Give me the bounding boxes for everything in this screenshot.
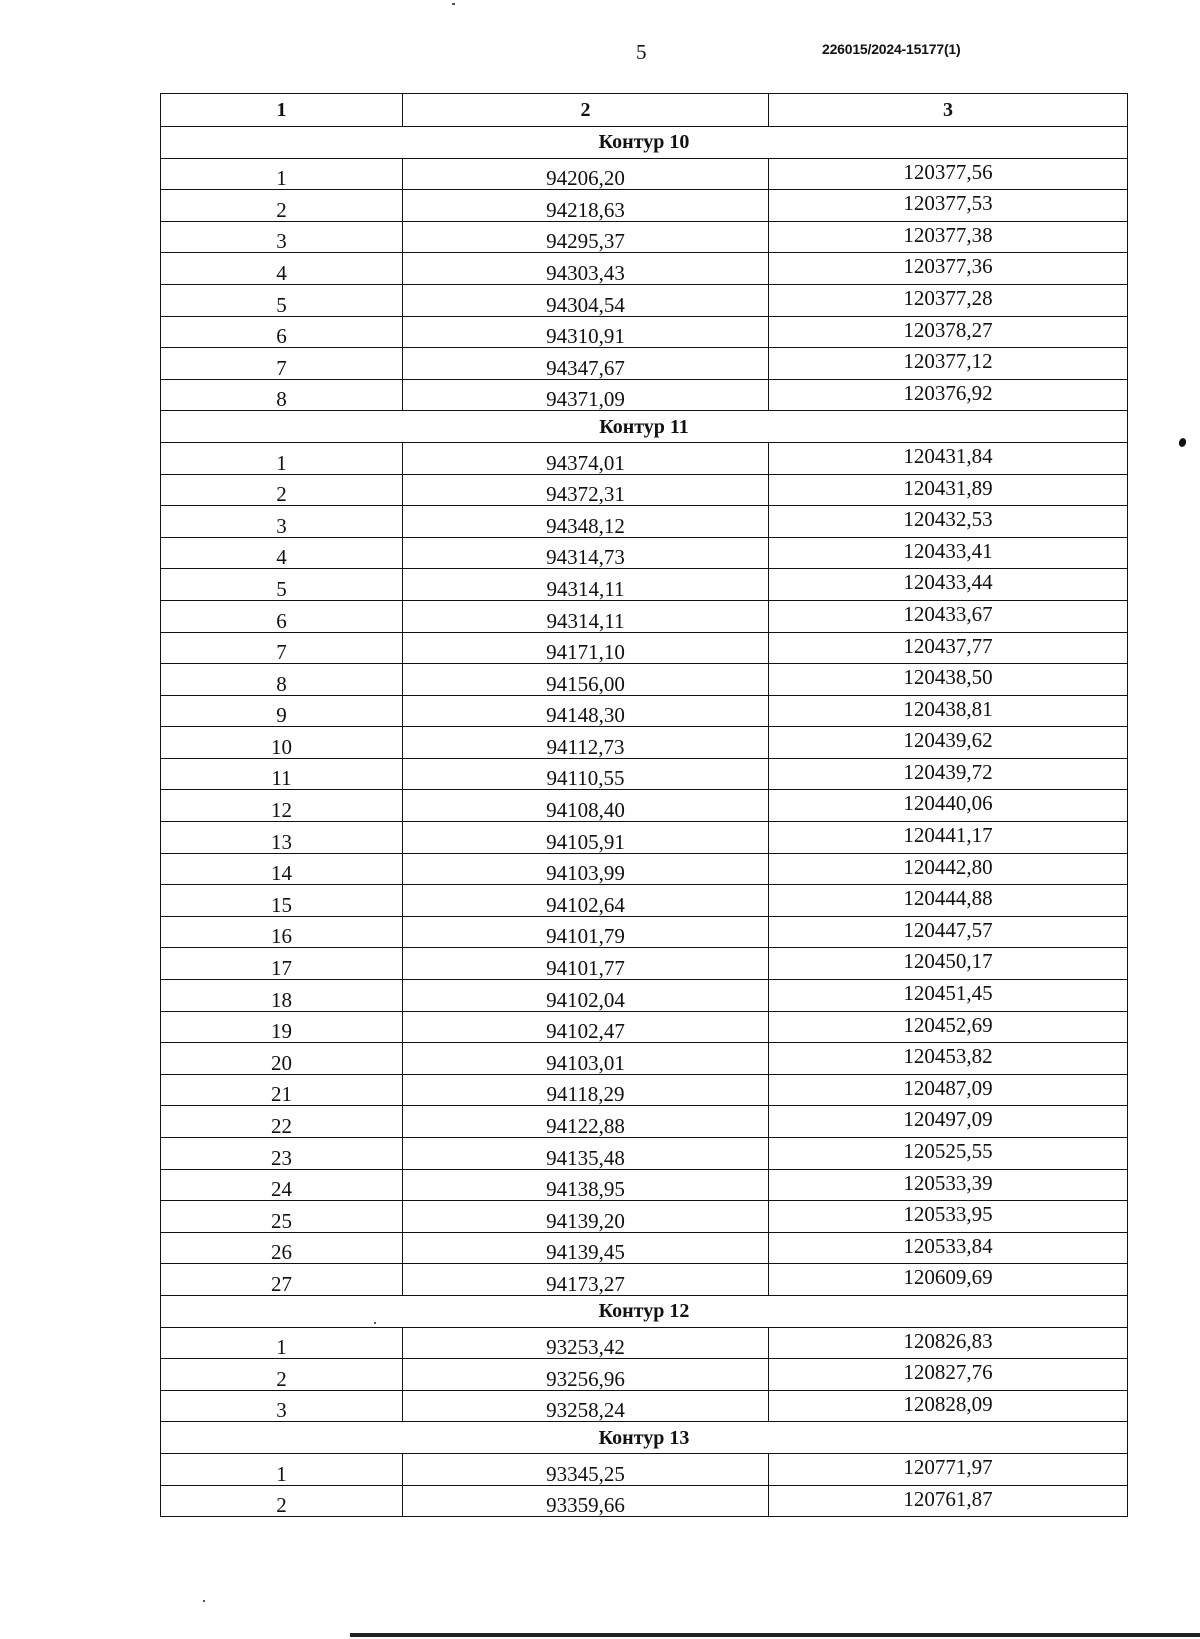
table-row	[161, 1232, 1128, 1264]
coordinate-x: 93345,25	[403, 1453, 769, 1485]
coordinate-y: 120487,09	[769, 1074, 1128, 1106]
coordinate-y: 120377,12	[769, 348, 1128, 380]
coordinate-x: 94173,27	[403, 1264, 769, 1296]
coordinate-x: 93359,66	[403, 1485, 769, 1517]
coordinate-y: 120525,55	[769, 1138, 1128, 1170]
page-number: 5	[636, 40, 647, 64]
coordinate-y: 120440,06	[769, 790, 1128, 822]
table-header-row	[161, 94, 1128, 127]
coordinate-y: 120438,81	[769, 695, 1128, 727]
coordinate-x: 94372,31	[403, 474, 769, 506]
point-number: 13	[161, 822, 403, 854]
point-number: 22	[161, 1106, 403, 1138]
document-id: 226015/2024-15177(1)	[822, 41, 961, 57]
point-number: 2	[161, 1359, 403, 1391]
table-row	[161, 316, 1128, 348]
table-body	[161, 127, 1128, 1517]
margin-ink-mark	[1178, 437, 1188, 448]
coordinates-table	[160, 93, 1128, 1517]
table-row	[161, 569, 1128, 601]
column-header: 1	[161, 94, 403, 127]
coordinate-y: 120497,09	[769, 1106, 1128, 1138]
coordinate-y: 120442,80	[769, 853, 1128, 885]
table-row	[161, 664, 1128, 696]
coordinate-y: 120533,84	[769, 1232, 1128, 1264]
table-row	[161, 1074, 1128, 1106]
point-number: 5	[161, 569, 403, 601]
coordinate-y: 120377,56	[769, 158, 1128, 190]
coordinate-x: 94304,54	[403, 284, 769, 316]
coordinate-x: 94122,88	[403, 1106, 769, 1138]
coordinate-x: 94139,45	[403, 1232, 769, 1264]
point-number: 24	[161, 1169, 403, 1201]
table-row	[161, 537, 1128, 569]
coordinate-y: 120433,67	[769, 600, 1128, 632]
point-number: 12	[161, 790, 403, 822]
coordinate-y: 120771,97	[769, 1453, 1128, 1485]
table-row	[161, 221, 1128, 253]
coordinate-x: 94102,64	[403, 885, 769, 917]
table-row	[161, 1043, 1128, 1075]
point-number: 9	[161, 695, 403, 727]
coordinate-y: 120453,82	[769, 1043, 1128, 1075]
point-number: 2	[161, 190, 403, 222]
point-number: 17	[161, 948, 403, 980]
coordinate-x: 94148,30	[403, 695, 769, 727]
section-row	[161, 1295, 1128, 1327]
table-row	[161, 916, 1128, 948]
table-row	[161, 284, 1128, 316]
point-number: 3	[161, 221, 403, 253]
coordinate-x: 94310,91	[403, 316, 769, 348]
coordinate-x: 94101,77	[403, 948, 769, 980]
point-number: 8	[161, 379, 403, 411]
point-number: 2	[161, 474, 403, 506]
point-number: 20	[161, 1043, 403, 1075]
coordinate-y: 120828,09	[769, 1390, 1128, 1422]
coordinate-y: 120533,39	[769, 1169, 1128, 1201]
coordinate-x: 94156,00	[403, 664, 769, 696]
point-number: 15	[161, 885, 403, 917]
point-number: 7	[161, 632, 403, 664]
coordinate-x: 94110,55	[403, 758, 769, 790]
coordinate-x: 94314,73	[403, 537, 769, 569]
table-row	[161, 506, 1128, 538]
scan-speck	[452, 3, 455, 5]
coordinate-x: 94314,11	[403, 600, 769, 632]
coordinate-x: 94102,04	[403, 980, 769, 1012]
table-row	[161, 853, 1128, 885]
point-number: 23	[161, 1138, 403, 1170]
point-number: 3	[161, 506, 403, 538]
coordinate-y: 120431,84	[769, 442, 1128, 474]
coordinate-y: 120378,27	[769, 316, 1128, 348]
point-number: 3	[161, 1390, 403, 1422]
coordinate-x: 94103,99	[403, 853, 769, 885]
coordinate-x: 94105,91	[403, 822, 769, 854]
coordinate-x: 94138,95	[403, 1169, 769, 1201]
table-row	[161, 1359, 1128, 1391]
table-row	[161, 885, 1128, 917]
coordinate-x: 94218,63	[403, 190, 769, 222]
table-row	[161, 758, 1128, 790]
coordinate-x: 94295,37	[403, 221, 769, 253]
coordinate-y: 120441,17	[769, 822, 1128, 854]
point-number: 5	[161, 284, 403, 316]
point-number: 4	[161, 253, 403, 285]
point-number: 6	[161, 316, 403, 348]
table-row	[161, 1453, 1128, 1485]
table-row	[161, 253, 1128, 285]
table-row	[161, 474, 1128, 506]
coordinate-x: 94374,01	[403, 442, 769, 474]
section-row	[161, 1422, 1128, 1454]
point-number: 16	[161, 916, 403, 948]
table-row	[161, 1485, 1128, 1517]
table-row	[161, 727, 1128, 759]
section-title: Контур 10	[161, 127, 1128, 159]
point-number: 7	[161, 348, 403, 380]
coordinate-x: 93256,96	[403, 1359, 769, 1391]
coordinate-y: 120377,28	[769, 284, 1128, 316]
coordinate-x: 94118,29	[403, 1074, 769, 1106]
table-row	[161, 1390, 1128, 1422]
coordinate-y: 120433,44	[769, 569, 1128, 601]
coordinate-x: 94347,67	[403, 348, 769, 380]
table-row	[161, 632, 1128, 664]
coordinate-y: 120609,69	[769, 1264, 1128, 1296]
point-number: 26	[161, 1232, 403, 1264]
coordinate-y: 120438,50	[769, 664, 1128, 696]
coordinate-x: 94371,09	[403, 379, 769, 411]
table-row	[161, 1169, 1128, 1201]
coordinate-y: 120377,36	[769, 253, 1128, 285]
coordinate-y: 120433,41	[769, 537, 1128, 569]
table-row	[161, 695, 1128, 727]
coordinate-x: 94135,48	[403, 1138, 769, 1170]
coordinate-y: 120439,72	[769, 758, 1128, 790]
table-row	[161, 1327, 1128, 1359]
point-number: 27	[161, 1264, 403, 1296]
coordinate-y: 120439,62	[769, 727, 1128, 759]
coordinate-x: 94102,47	[403, 1011, 769, 1043]
point-number: 19	[161, 1011, 403, 1043]
section-title: Контур 13	[161, 1422, 1128, 1454]
coordinate-y: 120451,45	[769, 980, 1128, 1012]
coordinate-x: 94206,20	[403, 158, 769, 190]
point-number: 1	[161, 158, 403, 190]
coordinate-y: 120533,95	[769, 1201, 1128, 1233]
section-row	[161, 411, 1128, 443]
table-row	[161, 948, 1128, 980]
coordinate-y: 120827,76	[769, 1359, 1128, 1391]
scan-bottom-edge	[350, 1633, 1200, 1637]
point-number: 14	[161, 853, 403, 885]
table-row	[161, 822, 1128, 854]
point-number: 1	[161, 1327, 403, 1359]
point-number: 4	[161, 537, 403, 569]
coordinate-y: 120431,89	[769, 474, 1128, 506]
coordinate-x: 93258,24	[403, 1390, 769, 1422]
column-header: 2	[403, 94, 769, 127]
table-row	[161, 980, 1128, 1012]
table-row	[161, 1106, 1128, 1138]
coordinate-y: 120432,53	[769, 506, 1128, 538]
table-row	[161, 790, 1128, 822]
point-number: 11	[161, 758, 403, 790]
coordinate-y: 120826,83	[769, 1327, 1128, 1359]
table-row	[161, 1201, 1128, 1233]
table-row	[161, 600, 1128, 632]
coordinate-x: 94139,20	[403, 1201, 769, 1233]
coordinate-x: 94101,79	[403, 916, 769, 948]
coordinate-x: 93253,42	[403, 1327, 769, 1359]
table-row	[161, 348, 1128, 380]
coordinate-y: 120452,69	[769, 1011, 1128, 1043]
coordinate-y: 120761,87	[769, 1485, 1128, 1517]
coordinate-y: 120377,53	[769, 190, 1128, 222]
coordinate-y: 120437,77	[769, 632, 1128, 664]
point-number: 1	[161, 442, 403, 474]
coordinate-x: 94171,10	[403, 632, 769, 664]
table-row	[161, 379, 1128, 411]
point-number: 6	[161, 600, 403, 632]
table-row	[161, 1138, 1128, 1170]
table-row	[161, 1264, 1128, 1296]
coordinate-x: 94108,40	[403, 790, 769, 822]
coordinate-x: 94112,73	[403, 727, 769, 759]
coordinate-y: 120376,92	[769, 379, 1128, 411]
coordinate-x: 94348,12	[403, 506, 769, 538]
point-number: 21	[161, 1074, 403, 1106]
column-header: 3	[769, 94, 1128, 127]
section-title: Контур 12	[161, 1295, 1128, 1327]
point-number: 18	[161, 980, 403, 1012]
section-row	[161, 127, 1128, 159]
point-number: 1	[161, 1453, 403, 1485]
table-row	[161, 1011, 1128, 1043]
point-number: 25	[161, 1201, 403, 1233]
coordinate-x: 94103,01	[403, 1043, 769, 1075]
point-number: 2	[161, 1485, 403, 1517]
point-number: 10	[161, 727, 403, 759]
coordinate-y: 120450,17	[769, 948, 1128, 980]
coordinate-y: 120447,57	[769, 916, 1128, 948]
scan-speck	[203, 1600, 205, 1602]
section-title: Контур 11	[161, 411, 1128, 443]
table-row	[161, 190, 1128, 222]
coordinate-x: 94303,43	[403, 253, 769, 285]
coordinate-y: 120444,88	[769, 885, 1128, 917]
coordinate-y: 120377,38	[769, 221, 1128, 253]
table-row	[161, 158, 1128, 190]
coordinate-x: 94314,11	[403, 569, 769, 601]
point-number: 8	[161, 664, 403, 696]
table-row	[161, 442, 1128, 474]
